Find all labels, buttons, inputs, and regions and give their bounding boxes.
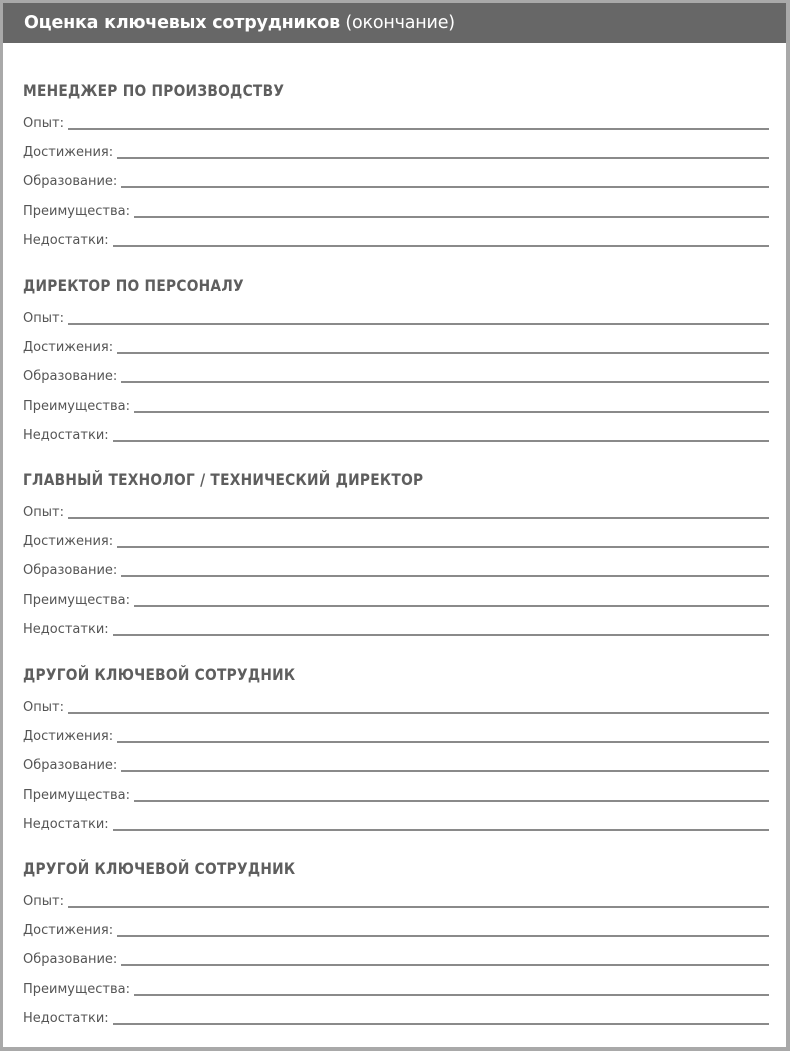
field-strengths (23, 587, 769, 609)
field-achievements (23, 723, 769, 745)
field-experience (23, 499, 769, 521)
field-label: Опыт: (23, 311, 64, 326)
experience-input[interactable] (68, 323, 769, 325)
section-heading: ДРУГОЙ КЛЮЧЕВОЙ СОТРУДНИК (23, 665, 296, 684)
field-label: Опыт: (23, 116, 64, 131)
field-experience (23, 888, 769, 910)
achievements-input[interactable] (117, 935, 769, 937)
field-label: Преимущества: (23, 788, 130, 803)
field-education (23, 752, 769, 774)
field-education (23, 946, 769, 968)
achievements-input[interactable] (117, 352, 769, 354)
experience-input[interactable] (68, 712, 769, 714)
field-education (23, 557, 769, 579)
page-subtitle: (окончание) (340, 13, 455, 33)
field-label: Образование: (23, 174, 118, 189)
field-label: Недостатки: (23, 233, 109, 248)
field-label: Образование: (23, 758, 118, 773)
field-weaknesses (23, 616, 769, 638)
field-label: Достижения: (23, 340, 114, 355)
field-label: Достижения: (23, 923, 114, 938)
field-weaknesses (23, 227, 769, 249)
field-label: Преимущества: (23, 399, 130, 414)
field-weaknesses (23, 811, 769, 833)
education-input[interactable] (121, 381, 769, 383)
field-label: Преимущества: (23, 593, 130, 608)
field-label: Преимущества: (23, 982, 130, 997)
field-strengths (23, 198, 769, 220)
field-label: Опыт: (23, 700, 64, 715)
field-achievements (23, 917, 769, 939)
page-header (3, 3, 786, 43)
field-education (23, 168, 769, 190)
weaknesses-input[interactable] (113, 634, 769, 636)
education-input[interactable] (121, 186, 769, 188)
field-experience (23, 110, 769, 132)
experience-input[interactable] (68, 517, 769, 519)
field-label: Недостатки: (23, 428, 109, 443)
field-label: Опыт: (23, 894, 64, 909)
field-label: Преимущества: (23, 204, 130, 219)
experience-input[interactable] (68, 128, 769, 130)
section-heading: МЕНЕДЖЕР ПО ПРОИЗВОДСТВУ (23, 81, 285, 100)
field-achievements (23, 139, 769, 161)
field-label: Недостатки: (23, 622, 109, 637)
education-input[interactable] (121, 770, 769, 772)
strengths-input[interactable] (134, 216, 769, 218)
field-label: Достижения: (23, 729, 114, 744)
field-achievements (23, 334, 769, 356)
field-label: Недостатки: (23, 1011, 109, 1026)
weaknesses-input[interactable] (113, 245, 769, 247)
section-heading: ГЛАВНЫЙ ТЕХНОЛОГ / ТЕХНИЧЕСКИЙ ДИРЕКТОР (23, 470, 424, 489)
weaknesses-input[interactable] (113, 829, 769, 831)
field-achievements (23, 528, 769, 550)
field-label: Недостатки: (23, 817, 109, 832)
strengths-input[interactable] (134, 411, 769, 413)
field-label: Опыт: (23, 505, 64, 520)
section-heading: ДИРЕКТОР ПО ПЕРСОНАЛУ (23, 276, 244, 295)
field-weaknesses (23, 1005, 769, 1027)
education-input[interactable] (121, 575, 769, 577)
strengths-input[interactable] (134, 605, 769, 607)
page-title: Оценка ключевых сотрудников (24, 13, 340, 33)
field-weaknesses (23, 422, 769, 444)
strengths-input[interactable] (134, 800, 769, 802)
experience-input[interactable] (68, 906, 769, 908)
field-strengths (23, 782, 769, 804)
field-label: Достижения: (23, 534, 114, 549)
field-label: Образование: (23, 369, 118, 384)
field-experience (23, 305, 769, 327)
achievements-input[interactable] (117, 157, 769, 159)
field-label: Образование: (23, 563, 118, 578)
education-input[interactable] (121, 964, 769, 966)
field-strengths (23, 393, 769, 415)
field-label: Образование: (23, 952, 118, 967)
field-education (23, 363, 769, 385)
weaknesses-input[interactable] (113, 440, 769, 442)
achievements-input[interactable] (117, 741, 769, 743)
field-experience (23, 694, 769, 716)
field-strengths (23, 976, 769, 998)
section-heading: ДРУГОЙ КЛЮЧЕВОЙ СОТРУДНИК (23, 859, 296, 878)
achievements-input[interactable] (117, 546, 769, 548)
field-label: Достижения: (23, 145, 114, 160)
weaknesses-input[interactable] (113, 1023, 769, 1025)
strengths-input[interactable] (134, 994, 769, 996)
